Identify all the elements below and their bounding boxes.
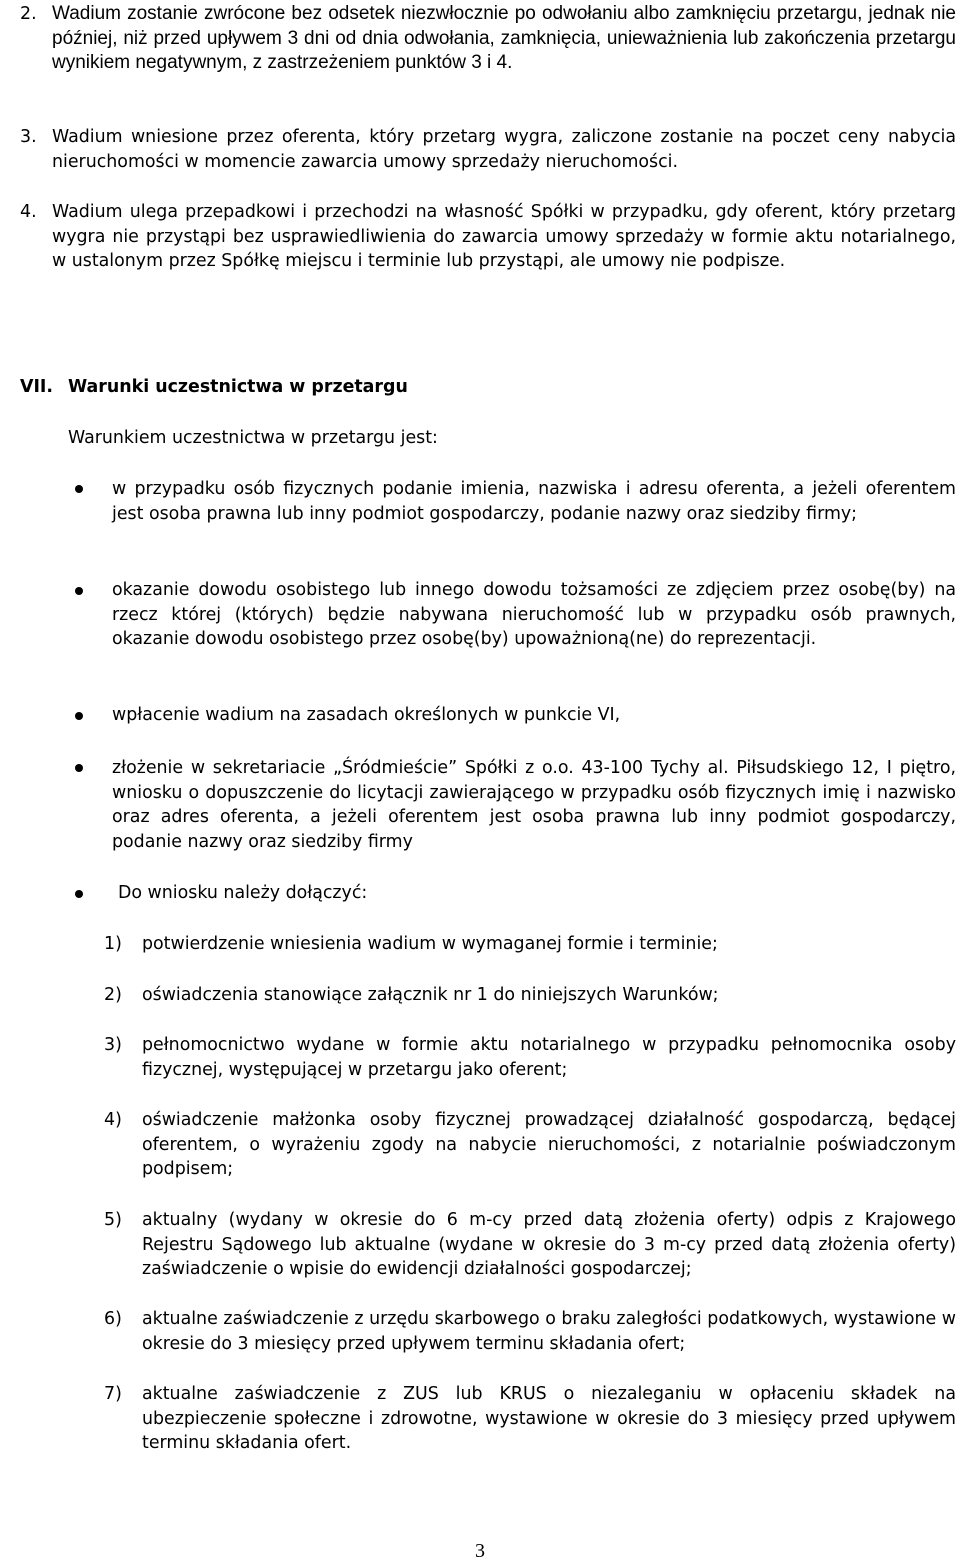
list-item-number: 5) [104, 1210, 122, 1230]
list-item-text: pełnomocnictwo wydane w formie aktu notarialnego w przypadku pełnomocnika osoby fizycznej, występującej w przetargu jako oferent; [142, 1035, 956, 1080]
section-number: VII. [20, 377, 54, 397]
list-item-number: 2) [104, 985, 122, 1005]
list-item-number: 3) [104, 1035, 122, 1055]
list-item-text: oświadczenia stanowiące załącznik nr 1 do niniejszych Warunków; [142, 985, 719, 1005]
bullet-icon [75, 764, 83, 772]
bullet-icon [75, 485, 83, 493]
paragraph-text: Wadium zostanie zwrócone bez odsetek niezwłocznie po odwołaniu albo zamknięciu przetargu, jednak nie później, niż przed upływem 3 dni od dnia odwołania, zamknięcia, unieważnienia lub zakończenia przetargu wynikiem negatywnym, z zastrzeżeniem punktów 3 i 4. [52, 3, 956, 73]
list-item-number: 1) [104, 934, 122, 954]
list-item-text: złożenie w sekretariacie „Śródmieście” Spółki z o.o. 43-100 Tychy al. Piłsudskiego 12, I piętro, wniosku o dopuszczenie do licytacji zawierającego w przypadku osób fizycznych imię i nazwisko oraz adres oferenta, a jeżeli oferentem jest osoba prawna lub inny podmiot gospodarczy, podanie nazwy oraz siedziby firmy [112, 758, 956, 852]
bullet-icon [75, 587, 83, 595]
paragraph-number: 3. [20, 127, 37, 147]
section-intro: Warunkiem uczestnictwa w przetargu jest: [68, 428, 438, 448]
list-item-text: okazanie dowodu osobistego lub innego dowodu tożsamości ze zdjęciem przez osobę(by) na rzecz której (których) będzie nabywana nieruchomość lub w przypadku osób prawnych, okazanie dowodu osobistego przez osobę(by) upoważnioną(ne) do reprezentacji. [112, 580, 956, 649]
paragraph-number: 2. [20, 4, 37, 24]
list-item-text: wpłacenie wadium na zasadach określonych w punkcie VI, [112, 705, 621, 725]
paragraph-number: 4. [20, 202, 37, 222]
section-title: Warunki uczestnictwa w przetargu [68, 377, 408, 397]
list-item-number: 6) [104, 1309, 122, 1329]
list-item-text: aktualne zaświadczenie z ZUS lub KRUS o niezaleganiu w opłaceniu składek na ubezpieczenie społeczne i zdrowotne, wystawione w okresie do 3 miesięcy przed upływem terminu składania ofert. [142, 1384, 956, 1453]
paragraph-text: Wadium wniesione przez oferenta, który przetarg wygra, zaliczone zostanie na poczet ceny nabycia nieruchomości w momencie zawarcia umowy sprzedaży nieruchomości. [52, 127, 956, 172]
list-item-text: w przypadku osób fizycznych podanie imienia, nazwiska i adresu oferenta, a jeżeli oferentem jest osoba prawna lub inny podmiot gospodarczy, podanie nazwy oraz siedziby firmy; [112, 479, 956, 524]
list-item-number: 4) [104, 1110, 122, 1130]
list-item-number: 7) [104, 1384, 122, 1404]
list-item-text: aktualne zaświadczenie z urzędu skarbowego o braku zaległości podatkowych, wystawione w okresie do 3 miesięcy przed upływem terminu składania ofert; [142, 1309, 956, 1354]
list-item-text: Do wniosku należy dołączyć: [118, 883, 368, 903]
list-item-text: potwierdzenie wniesienia wadium w wymaganej formie i terminie; [142, 934, 718, 954]
list-item-text: aktualny (wydany w okresie do 6 m-cy przed datą złożenia oferty) odpis z Krajowego Rejestru Sądowego lub aktualne (wydane w okresie do 3 m-cy przed datą złożenia oferty) zaświadczenie o wpisie do ewidencji działalności gospodarczej; [142, 1210, 956, 1279]
bullet-icon [75, 712, 83, 720]
bullet-icon [75, 890, 83, 898]
page-number: 3 [475, 1540, 485, 1562]
list-item-text: oświadczenie małżonka osoby fizycznej prowadzącej działalność gospodarczą, będącej oferentem, o wyrażeniu zgody na nabycie nieruchomości, z notarialnie poświadczonym podpisem; [142, 1110, 956, 1179]
paragraph-text: Wadium ulega przepadkowi i przechodzi na własność Spółki w przypadku, gdy oferent, który przetarg wygra nie przystąpi bez usprawiedliwienia do zawarcia umowy sprzedaży w formie aktu notarialnego, w ustalonym przez Spółkę miejscu i terminie lub przystąpi, ale umowy nie podpisze. [52, 202, 956, 271]
